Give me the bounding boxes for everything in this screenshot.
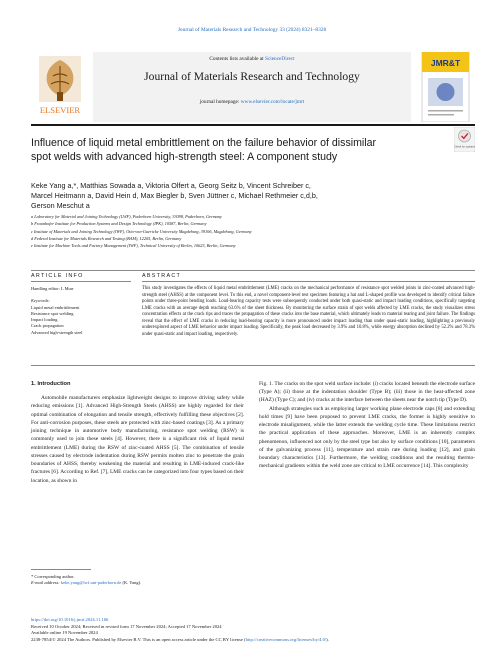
affiliation: b Fraunhofer Institute for Production Systems and Design Technology (IPK), 10587, Berlin, Germany: [31, 221, 207, 227]
publisher-name: ELSEVIER: [39, 105, 81, 115]
journal-header: [93, 52, 411, 122]
keyword: Advanced high-strength steel: [31, 329, 83, 335]
available-online: Available online 19 November 2024: [31, 630, 98, 636]
keyword: Impact loading: [31, 317, 58, 323]
paragraph: Automobile manufacturers emphasize lightweight designs to improve driving safety while reducing emissions [1]. Advanced High-Strength Steels (AHSS) are highly regarded for their optimal combination of elongation and tensile strength, effectively fulfilling these objectives [2]. For anti-corrosion purposes, these steels are protected with zinc-based coatings [3]. As a primary joining technique in automotive body manufacturing, resistance spot welding (RSW) is commonly used to join these steels [4]. However, there is a significant risk of liquid metal embrittlement (LME) during the RSW of zinc-coated AHSS [5]. The combination of tensile stresses caused by electrode indentation during RSW permits molten zinc to penetrate the grain boundaries of AHSS, thereby weakening the material and resulting in LME-induced crack-like fractures [6]. According to Ref. [7], LME cracks can be categorized into four types based on their location, as shown in: [31, 395, 244, 484]
homepage-link[interactable]: www.elsevier.com/locate/jmrt: [240, 99, 305, 105]
footnote-divider: [31, 569, 91, 570]
authors-line: Marcel Heitmann a, David Hein d, Max Biegler b, Sven Jüttner c, Michael Rethmeier c,d,b,: [31, 191, 318, 200]
body-column-right: [259, 380, 475, 471]
affiliation: d Federal Institute for Materials Research and Testing (BAM), 12205, Berlin, Germany: [31, 235, 182, 241]
doi-link[interactable]: https://doi.org/10.1016/j.jmrt.2024.11.166: [31, 617, 109, 622]
check-for-updates-badge[interactable]: [454, 127, 475, 152]
article-title: Influence of liquid metal embrittlement on the failure behavior of dissimilar spot welds with advanced high-strength steel: A component study: [31, 137, 377, 163]
body-column-left: [31, 380, 244, 485]
cover-label: JMR&T: [430, 58, 461, 68]
license-link[interactable]: http://creativecommons.org/licenses/by/4.0/: [245, 636, 327, 642]
license-line: 2238-7854/© 2024 The Authors. Published by Elsevier B.V. This is an open access article under the CC BY license (http://creativecommons.org/licenses/by/4.0/).: [31, 636, 329, 642]
publication-info: [31, 617, 475, 643]
article-info-heading: ARTICLE INFO: [31, 273, 84, 279]
author-list: [31, 181, 475, 211]
section-divider: [142, 281, 475, 282]
section-divider: [31, 281, 131, 282]
header-divider: [31, 124, 475, 126]
journal-title: Journal of Materials Research and Technology: [144, 70, 360, 83]
corresponding-author-note: * Corresponding author.: [31, 574, 75, 579]
paragraph: Fig. 1. The cracks on the spot weld surface include: (i) cracks located beneath the electrode surface (Type A); (ii) those at the indentation shoulder (Type B); (iii) those in the heat-affected zone (HAZ) (Type C); and (iv) cracks at the interface between the sheets near the notch tip (Type D).: [259, 381, 475, 404]
keywords-label: Keywords:: [31, 298, 50, 304]
affiliation: c Institute of Materials and Joining Technology (IWF), Otto-von-Guericke University Magdeburg, 39106, Magdeburg, Germany: [31, 228, 252, 234]
authors-line: Keke Yang a,*, Matthias Sowada a, Viktoria Olfert a, Georg Seitz b, Vincent Schreiber c,: [31, 181, 311, 190]
abstract-heading: ABSTRACT: [142, 273, 182, 279]
handling-editor: Handling editor: L Murr: [31, 286, 74, 291]
contents-line: Contents lists available at ScienceDirect: [209, 56, 295, 62]
keyword: Crack propagation: [31, 323, 64, 329]
article-info: [31, 286, 131, 336]
affiliation: e Institute for Machine Tools and Factory Management (IWF), Technical University of Berlin, 10623, Berlin, Germany: [31, 243, 236, 249]
authors-line: Gerson Meschut a: [31, 201, 90, 210]
received-dates: Received 10 October 2024; Received in revised form 17 November 2024; Accepted 17 November 2024: [31, 623, 222, 629]
journal-reference[interactable]: Journal of Materials Research and Technology 33 (2024) 8321–8328: [177, 27, 327, 33]
email-link[interactable]: keke.yang@lwf.uni-paderborn.de: [60, 580, 122, 586]
journal-cover[interactable]: [416, 52, 475, 122]
section-divider: [31, 270, 475, 271]
paragraph: Although strategies such as employing larger working plane electrode caps [8] and extending hold times [9] have been proposed to prevent LME cracks, the former is highly sensitive to electrode misalignment, while the latter extends the welding cycle time. These limitations restrict the practical application of these approaches. Moreover, LME is an inherently complex phenomenon, influenced not only by the steel type but also by surface conditions [10], parameters of the galvanizing process [11], temperature and strain rate during loading [12], and grain boundary characteristics [13]. Furthermore, the welding conditions and the resulting thermo-mechanical gradients within the weld zone are critical to LME occurrence [14]. This complexity: [259, 405, 475, 470]
elsevier-logo: [31, 52, 89, 122]
section-divider: [31, 365, 475, 366]
footnote: [31, 574, 244, 587]
crossmark-label: Check for updates: [454, 145, 475, 149]
section-heading: 1. Introduction: [31, 381, 71, 387]
journal-homepage: journal homepage: www.elsevier.com/locate/jmrt: [199, 99, 305, 105]
email-line: E-mail address: keke.yang@lwf.uni-paderborn.de (K. Yang).: [31, 580, 142, 586]
sciencedirect-link[interactable]: ScienceDirect: [264, 56, 295, 62]
abstract-text: This study investigates the effects of liquid metal embrittlement (LME) cracks on the mechanical performance of resistance spot welded joints in zinc-coated advanced high-strength steel (AHSS) at the component level. To this end, a novel component-level test specimen featuring a hat and L-shaped profile was developed to identify critical failure points under three-point bending loads. Load-bearing capacity tests were subsequently conducted under both quasi-static and impact loading conditions, specifically targeting LME cracks with an average depth reaching 63.6% of the sheet thickness. By monitoring the surface strain of spot welds affected by LME cracks, the study visualizes stress concentration effects at the crack tips and traces the propagation of these cracks into the base material, which ultimately leads to material tearing and joint failure. The findings reveal that the effect of LME cracks in reducing load-bearing capacity is more pronounced under impact loading than under quasi-static loading, highlighting a previously underexplored aspect of LME behavior under impact loading. Specifically, the peak load decreased by 3.9% and 10.8%, while energy absorption declined by 52.2% and 78.3% under quasi-static and impact loading, respectively.: [142, 286, 475, 337]
keyword: Liquid metal embrittlement: [31, 304, 80, 310]
affiliation: a Laboratory for Material and Joining Technology (LWF), Paderborn University, 33098, Paderborn, Germany: [31, 214, 222, 219]
affiliations: [31, 213, 475, 249]
keyword: Resistance spot welding: [31, 310, 74, 316]
